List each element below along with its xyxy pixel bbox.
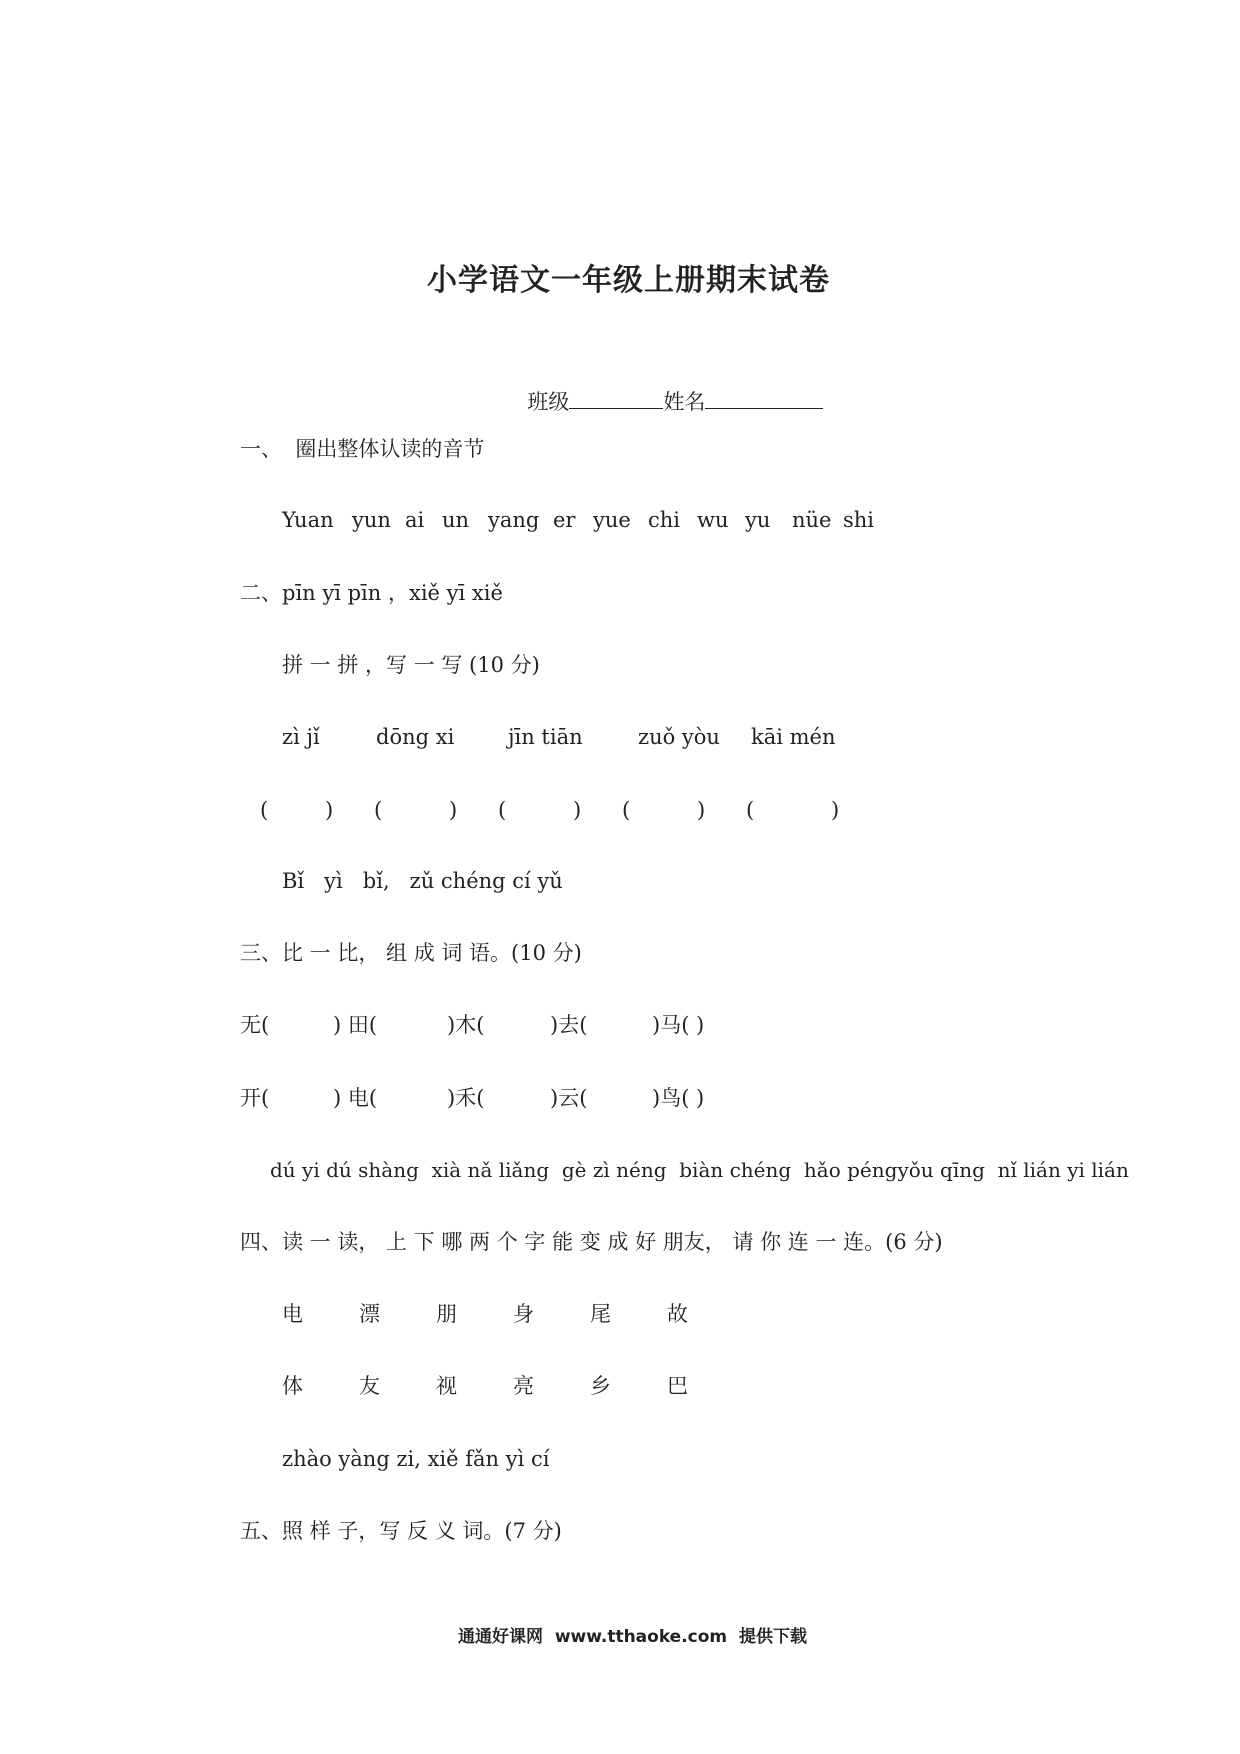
compare-cell: ) 田( xyxy=(333,1013,378,1037)
syllable: yue xyxy=(593,508,631,532)
syllable: yun xyxy=(352,508,391,532)
open-paren: ( xyxy=(746,798,755,822)
section4-next-pinyin: zhào yàng zi, xiě fǎn yì cí xyxy=(282,1447,550,1471)
syllable: shi xyxy=(843,508,875,532)
compare-cell: )去( xyxy=(550,1013,588,1037)
syllable: un xyxy=(442,508,470,532)
open-paren: ( xyxy=(260,798,269,822)
section3-next-pinyin: dú yi dú shàng xià nǎ liǎng gè zì néng biàn chéng hǎo péngyǒu qīng nǐ lián yi lián xyxy=(270,1158,1129,1182)
class-blank[interactable] xyxy=(569,388,663,409)
syllable: wu xyxy=(697,508,729,532)
compare-cell: )木( xyxy=(447,1013,485,1037)
syllable: yang xyxy=(488,508,540,532)
compare-cell: )鸟( ) xyxy=(652,1086,705,1110)
syllable: nüe xyxy=(792,508,832,532)
match-char: 漂 xyxy=(359,1302,380,1326)
syllable: Yuan xyxy=(282,508,334,532)
compare-cell: 无( xyxy=(240,1013,270,1037)
name-blank[interactable] xyxy=(705,388,823,409)
section2-heading: 二、pīn yī pīn ，xiě yī xiě xyxy=(240,581,503,605)
pinyin-word: zuǒ yòu xyxy=(638,725,720,749)
match-char: 朋 xyxy=(436,1302,457,1326)
syllable: chi xyxy=(648,508,681,532)
close-paren: ) xyxy=(449,798,458,822)
syllable: yu xyxy=(745,508,771,532)
name-label: 姓名 xyxy=(663,390,706,414)
page-footer: 通通好课网 www.tthaoke.com 提供下载 xyxy=(458,1627,807,1647)
section5-heading: 五、照 样 子，写 反 义 词。(7 分) xyxy=(240,1519,562,1543)
match-char: 亮 xyxy=(513,1374,534,1398)
section4-heading: 四、读 一 读， 上 下 哪 两 个 字 能 变 成 好 朋友， 请 你 连 一 连。(6 分) xyxy=(240,1230,943,1254)
close-paren: ) xyxy=(325,798,334,822)
pinyin-word: jīn tiān xyxy=(508,725,583,749)
pinyin-word: dōng xi xyxy=(376,725,455,749)
open-paren: ( xyxy=(498,798,507,822)
match-char: 乡 xyxy=(590,1374,611,1398)
compare-cell: ) 电( xyxy=(333,1086,378,1110)
compare-cell: )马( ) xyxy=(652,1013,705,1037)
open-paren: ( xyxy=(374,798,383,822)
pinyin-word: kāi mén xyxy=(751,725,836,749)
match-char: 电 xyxy=(282,1302,303,1326)
close-paren: ) xyxy=(697,798,706,822)
syllable: ai xyxy=(405,508,425,532)
section2-next-pinyin: Bǐ yì bǐ, zǔ chéng cí yǔ xyxy=(282,869,563,893)
compare-cell: 开( xyxy=(240,1086,270,1110)
match-char: 体 xyxy=(282,1374,303,1398)
pinyin-word: zì jǐ xyxy=(282,725,320,749)
match-char: 巴 xyxy=(667,1374,688,1398)
close-paren: ) xyxy=(573,798,582,822)
student-info xyxy=(514,362,823,415)
syllable: er xyxy=(553,508,576,532)
match-char: 身 xyxy=(513,1302,534,1326)
close-paren: ) xyxy=(831,798,840,822)
section3-heading: 三、比 一 比， 组 成 词 语。(10 分) xyxy=(240,941,582,965)
match-char: 尾 xyxy=(590,1302,611,1326)
section1-heading: 一、 圈出整体认读的音节 xyxy=(240,437,485,461)
compare-cell: )禾( xyxy=(447,1086,485,1110)
open-paren: ( xyxy=(622,798,631,822)
compare-cell: )云( xyxy=(550,1086,588,1110)
section2-subheading: 拼 一 拼 ，写 一 写 (10 分) xyxy=(282,653,540,677)
page-title: 小学语文一年级上册期末试卷 xyxy=(427,263,830,298)
match-char: 故 xyxy=(667,1302,688,1326)
class-label: 班级 xyxy=(527,390,570,414)
match-char: 视 xyxy=(436,1374,457,1398)
match-char: 友 xyxy=(359,1374,380,1398)
